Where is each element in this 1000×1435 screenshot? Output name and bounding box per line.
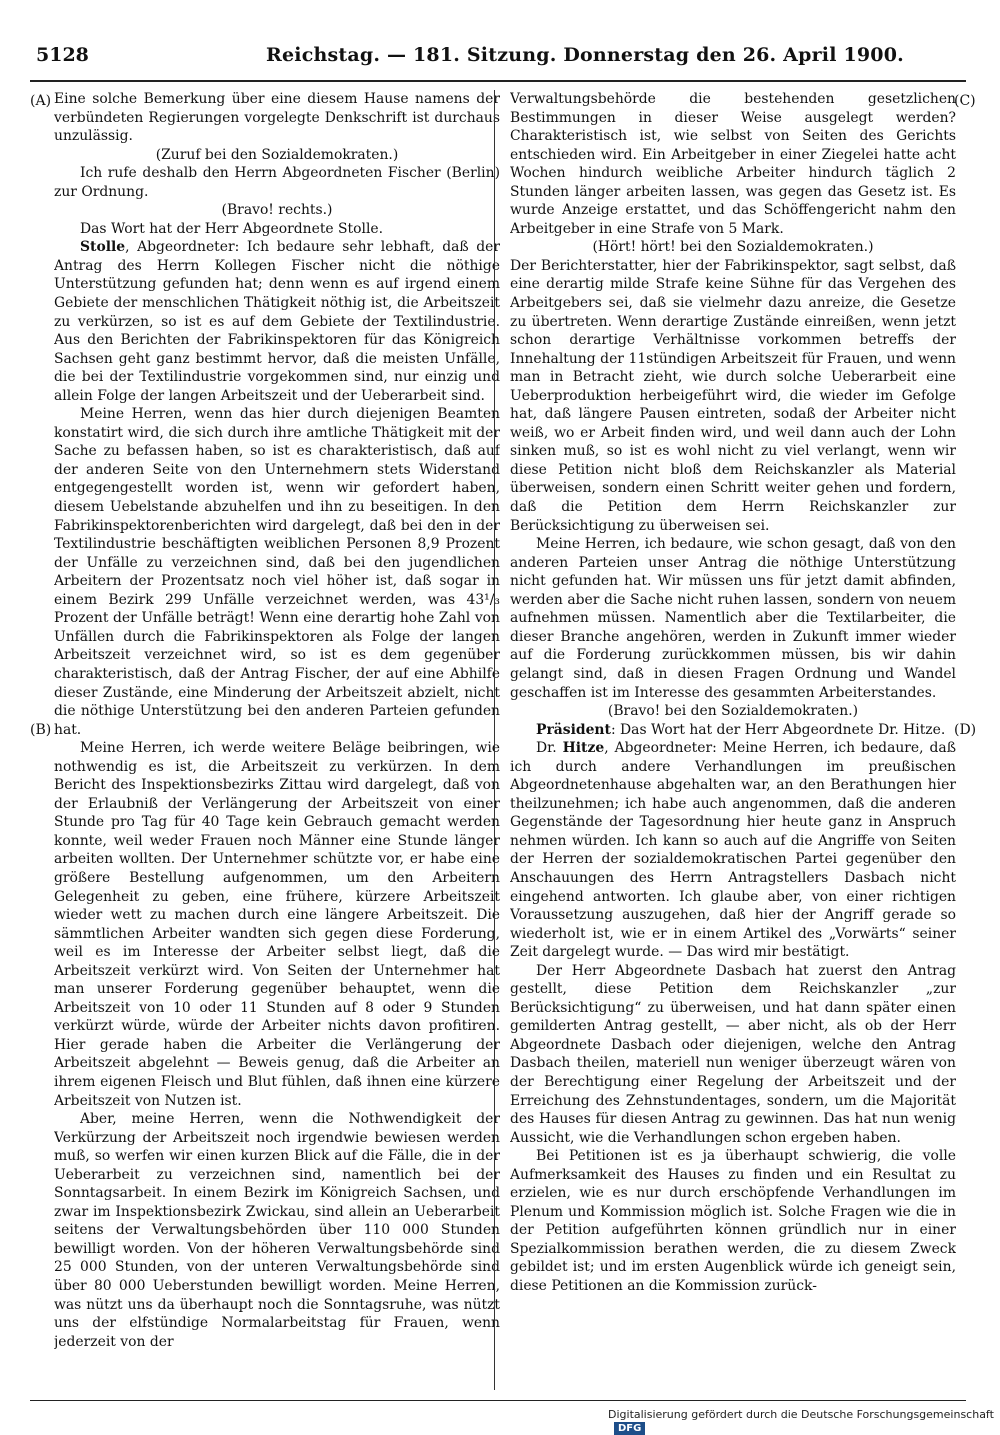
- page-header: [36, 44, 966, 74]
- footer-credit-text: Digitalisierung gefördert durch die Deutsche Forschungsgemeinschaft: [608, 1408, 994, 1421]
- paragraph: [54, 90, 500, 146]
- paragraph-text: Meine Herren, ich bedaure, wie schon gesagt, daß von den anderen Parteien unser Antrag die nöthige Unterstützung nicht gefunden hat. Wir müssen uns für jetzt damit abfinden, werden aber die Sache nicht ruhen lassen, sondern von neuem aufnehmen müssen. Namentlich aber die Textilarbeiter, die dieser Branche angehören, werden in Zukunft immer wieder auf die Forderung zurückkommen müssen, bis wir dahin gelangt sind, daß in diesen Fragen Ordnung und Wandel geschaffen ist im Interesse des gesammten Arbeiterstandes.: [510, 536, 956, 701]
- page-number: 5128: [36, 44, 89, 66]
- paragraph: [510, 962, 956, 1147]
- speaker-title: Dr.: [536, 740, 563, 757]
- margin-mark-d: (D): [954, 722, 977, 738]
- speaker-name: Hitze: [562, 740, 605, 757]
- paragraph: [54, 1110, 500, 1351]
- running-title: Reichstag. — 181. Sitzung. Donnerstag den 26. April 1900.: [266, 44, 904, 66]
- left-column: [54, 90, 500, 1390]
- footer-rule: [30, 1400, 966, 1401]
- stage-direction: [510, 702, 956, 721]
- paragraph: [54, 739, 500, 1110]
- paragraph: [54, 405, 500, 739]
- footer-credit: [608, 1408, 1000, 1435]
- margin-mark-c: (C): [954, 93, 976, 109]
- stage-direction: [54, 146, 500, 165]
- column-divider: [494, 90, 495, 1390]
- paragraph-text: , Abgeordneter: Meine Herren, ich bedaure, daß ich durch andere Verhandlungen im preußischen Abgeordnetenhause abgehalten war, an den Berathungen hier theilzunehmen; ich habe auch angenommen, daß die anderen Gegenstände der Tagesordnung hier heute ganz in Anspruch nehmen würden. Ich kann so auch auf die Angriffe von Seiten der Herren der sozialdemokratischen Partei gegenüber den Anschauungen des Herrn Antragstellers Dasbach nicht eingehend antworten. Ich glaube aber, von einer richtigen Voraussetzung auszugehen, daß hier der Angriff gerade so wiederholt ist, wie er in einem Artikel des „Vorwärts“ seiner Zeit dargelegt wurde. — Das wird mir bestätigt.: [510, 740, 956, 961]
- paragraph: [510, 739, 956, 962]
- speaker-name: Stolle: [80, 239, 126, 256]
- paragraph-text: Der Berichterstatter, hier der Fabrikinspektor, sagt selbst, daß eine derartig milde Strafe keine Sühne für das Vergehen des Arbeitgebers sei, daß sie vielmehr dazu anreize, die Gesetze zu übertreten. Wenn derartige Zustände einreißen, wenn jetzt schon derartige Verhältnisse vorkommen betreffs der Innehaltung der 11stündigen Arbeitszeit für Frauen, und wenn man in Betracht zieht, wie durch solche Ueberarbeit eine Ueberproduktion herbeigeführt wird, die wieder im Gefolge hat, daß längere Pausen eintreten, sodaß der Arbeiter nicht weiß, wo er Arbeit finden wird, und weil dann auch der Lohn sinken muß, so ist es wohl nicht zu viel verlangt, wenn wir diese Petition nicht bloß dem Reichskanzler als Material überweisen, sondern einen Schritt weiter gehen und fordern, daß die Petition dem Herrn Reichskanzler zur Berücksichtigung zu überweisen sei.: [510, 257, 956, 534]
- paragraph-text: Ich rufe deshalb den Herrn Abgeordneten Fischer (Berlin) zur Ordnung.: [54, 165, 500, 200]
- paragraph: [510, 721, 956, 740]
- margin-mark-a: (A): [30, 93, 52, 109]
- paragraph-text: Meine Herren, ich werde weitere Beläge beibringen, wie nothwendig es ist, die Arbeitszeit zu verkürzen. In dem Bericht des Inspektionsbezirks Zittau wird dargelegt, daß von der Erlaubniß der Verlängerung der Arbeitszeit von einer Stunde pro Tag für 40 Tage kein Gebrauch gemacht werden konnte, weil weder Frauen noch Männer eine Stunde länger arbeiten wollten. Der Unternehmer schützte vor, er habe eine größere Bestellung aufgenommen, um den Arbeitern Gelegenheit zu geben, eine frühere, kürzere Arbeitszeit wieder wett zu machen durch eine längere Arbeitszeit. Die sämmtlichen Arbeiter wandten sich gegen diese Forderung, weil es im Interesse der Arbeiter selbst liegt, daß die Arbeitszeit verkürzt wird. Von Seiten der Unternehmer hat man unserer Forderung gegenüber behauptet, wenn die Arbeitszeit von 10 oder 11 Stunden auf 8 oder 9 Stunden verkürzt würde, würde der Arbeiter nichts davon profitiren. Hier gerade haben die Arbeiter die Verlängerung der Arbeitszeit abgelehnt — Beweis genug, daß die Arbeiter an ihrem eigenen Fleisch und Blut fühlen, daß ihnen eine kürzere Arbeitszeit von Nutzen ist.: [54, 740, 500, 1109]
- paragraph-text: (Hört! hört! bei den Sozialdemokraten.): [592, 239, 874, 256]
- paragraph: [510, 257, 956, 535]
- paragraph: [54, 164, 500, 201]
- header-rule: [30, 80, 966, 82]
- paragraph-text: Bei Petitionen ist es ja überhaupt schwierig, die volle Aufmerksamkeit des Hauses zu finden und ein Resultat zu erzielen, wie es nur durch erschöpfende Verhandlungen im Plenum und Kommission möglich ist. Solche Fragen wie die in der Petition aufgeführten können gründlich nur in einer Spezialkommission berathen werden, die zu diesem Zweck gebildet ist; und im ersten Augenblick würde ich geneigt sein, diese Petitionen an die Kommission zurück-: [510, 1148, 956, 1294]
- margin-mark-b: (B): [30, 722, 52, 738]
- stage-direction: [54, 201, 500, 220]
- dfg-logo: DFG: [614, 1422, 645, 1435]
- paragraph-text: Meine Herren, wenn das hier durch diejenigen Beamten konstatirt wird, die sich durch ihre amtliche Thätigkeit mit der Sache zu befassen haben, so ist es charakteristisch, daß auf der anderen Seite von den Unternehmern stets Widerstand entgegengestellt worden ist, wenn wir gefordert haben, diesem Uebelstande abzuhelfen und ihn zu beseitigen. In den Fabrikinspektorenberichten wird dargelegt, daß bei den in der Textilindustrie beschäftigten weiblichen Personen 8,9 Prozent der Unfälle zu verzeichnen sind, daß bei den jugendlichen Arbeitern der Prozentsatz noch viel höher ist, daß sogar in einem Bezirk 299 Unfälle verzeichnet werden, was 43¹/₃ Prozent der Unfälle beträgt! Wenn eine derartig hohe Zahl von Unfällen durch die Fabrikinspektoren als Folge der langen Arbeitszeit verzeichnet wird, so ist es dem gegenüber charakteristisch, daß der Antrag Fischer, der auf eine Abhilfe dieser Zustände, eine Minderung der Arbeitszeit abzielt, nicht die nöthige Unterstützung bei den anderen Parteien gefunden hat.: [54, 406, 500, 738]
- paragraph-text: Der Herr Abgeordnete Dasbach hat zuerst den Antrag gestellt, diese Petition dem Reichskanzler „zur Berücksichtigung“ zu überweisen, und hat dann später einen gemilderten Antrag gestellt, — aber nicht, als ob der Herr Abgeordnete Dasbach oder diejenigen, welche den Antrag Dasbach theilen, materiell nun weniger überzeugt wären von der Berechtigung einer Regelung der Arbeitszeit und der Erreichung des Zehnstundentages, sondern, um die Majorität des Hauses für diesen Antrag zu gewinnen. Das hat nun wenig Aussicht, wie die Verhandlungen schon ergeben haben.: [510, 962, 956, 1146]
- right-column: [510, 90, 956, 1390]
- speaker-name: Präsident: [536, 721, 611, 738]
- paragraph: [510, 1147, 956, 1295]
- paragraph: [54, 220, 500, 239]
- paragraph-text: (Bravo! rechts.): [221, 202, 333, 219]
- paragraph: [54, 238, 500, 405]
- paragraph-text: Verwaltungsbehörde die bestehenden gesetzlichen Bestimmungen in dieser Weise ausgelegt werden? Charakteristisch ist, wie selbst von Seiten des Gerichts entschieden wird. Ein Arbeitgeber in einer Ziegelei hatte acht Wochen hindurch weibliche Arbeiter hindurch täglich 2 Stunden länger arbeiten lassen, was gegen das Gesetz ist. Es wurde Anzeige erstattet, und das Schöffengericht nahm den Arbeitgeber in eine Strafe von 5 Mark.: [510, 91, 956, 237]
- paragraph-text: Das Wort hat der Herr Abgeordnete Stolle.: [80, 220, 384, 237]
- stage-direction: [510, 238, 956, 257]
- paragraph-text: Aber, meine Herren, wenn die Nothwendigkeit der Verkürzung der Arbeitszeit noch irgendwie bewiesen werden muß, so werfen wir einen kurzen Blick auf die Fälle, die in der Ueberarbeit zu verzeichnen sind, namentlich bei der Sonntagsarbeit. In einem Bezirk im Königreich Sachsen, und zwar im Inspektionsbezirk Zwickau, sind allein an Ueberarbeit seitens der Verwaltungsbehörden über 110 000 Stunden bewilligt worden. Von der höheren Verwaltungsbehörde sind 25 000 Stunden, von der unteren Verwaltungsbehörde sind über 80 000 Ueberstunden bewilligt worden. Meine Herren, was nützt uns da überhaupt noch die Sonntagsruhe, was nützt uns der elfstündige Normalarbeitstag für Frauen, wenn jederzeit von der: [54, 1111, 500, 1350]
- paragraph-text: (Zuruf bei den Sozialdemokraten.): [155, 146, 399, 163]
- paragraph: [510, 535, 956, 702]
- paragraph: [510, 90, 956, 238]
- paragraph-text: : Das Wort hat der Herr Abgeordnete Dr. Hitze.: [610, 721, 946, 738]
- paragraph-text: (Bravo! bei den Sozialdemokraten.): [607, 703, 859, 720]
- paragraph-text: Eine solche Bemerkung über eine diesem Hause namens der verbündeten Regierungen vorgelegte Denkschrift ist durchaus unzulässig.: [54, 91, 500, 145]
- paragraph-text: , Abgeordneter: Ich bedaure sehr lebhaft, daß der Antrag des Herrn Kollegen Fischer nicht die nöthige Unterstützung gefunden hat; denn wenn es auf irgend einem Gebiete der menschlichen Thätigkeit nöthig ist, die Arbeitszeit zu verkürzen, so ist es auf dem Gebiete der Textilindustrie. Aus den Berichten der Fabrikinspektoren für das Königreich Sachsen geht ganz bestimmt hervor, daß die meisten Unfälle, die bei der Textilindustrie vorgekommen sind, nur einzig und allein Folge der langen Arbeitszeit und der Ueberarbeit sind.: [54, 239, 500, 404]
